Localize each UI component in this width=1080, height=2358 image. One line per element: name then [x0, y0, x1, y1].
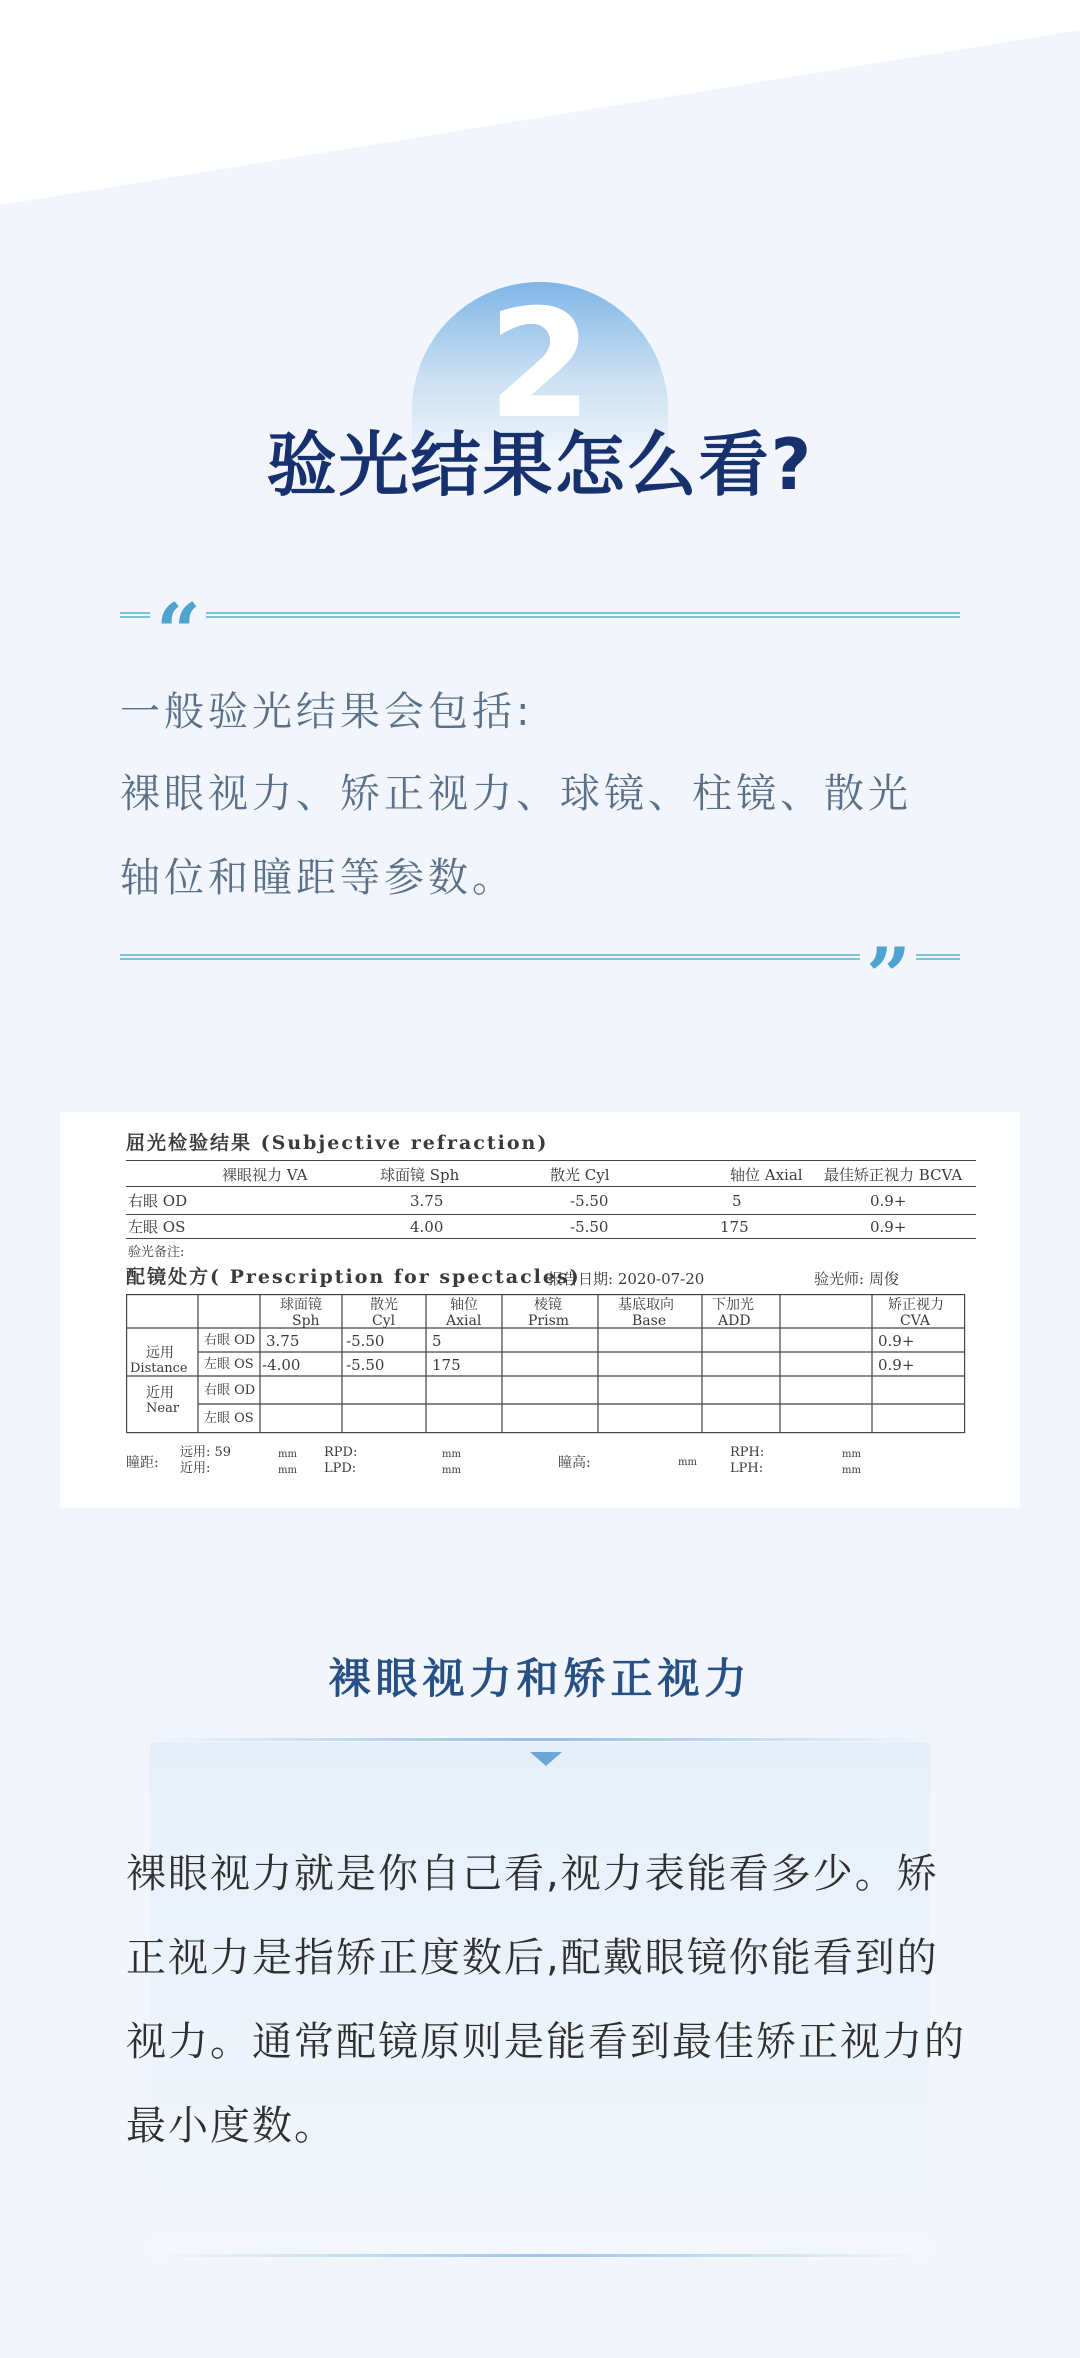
close-quote-icon: ” [866, 931, 911, 1022]
intro-line-3: 轴位和瞳距等参数。 [120, 855, 516, 901]
pupil-height-label: 瞳高: [558, 1455, 591, 1471]
explanation-card [150, 1742, 930, 2260]
quote-rule-top-left [120, 612, 150, 618]
rx-header-cyl-en: Cyl [372, 1313, 396, 1329]
refraction-row-od-eye: 右眼 OD [128, 1192, 188, 1210]
explanation-line-2: 正视力是指矫正度数后,配戴眼镜你能看到的 [126, 1935, 939, 1981]
rx-distance-os-sph: -4.00 [262, 1356, 301, 1374]
rx-header-base-en: Base [632, 1313, 667, 1329]
rx-distance-cn: 远用 [146, 1345, 174, 1361]
rx-distance-od-cyl: -5.50 [346, 1332, 385, 1350]
pd-unit-7: mm [842, 1465, 861, 1476]
explanation-line-1: 裸眼视力就是你自己看,视力表能看多少。矫 [126, 1851, 939, 1897]
pd-unit-5: mm [678, 1457, 697, 1468]
refraction-header-sph: 球面镜 Sph [380, 1166, 460, 1184]
prescription-title: 配镜处方( Prescription for spectacles) [126, 1266, 581, 1288]
refraction-row-od-cyl: -5.50 [570, 1192, 609, 1210]
rph-label: RPH: [730, 1445, 765, 1460]
refraction-row-os-bcva: 0.9+ [870, 1218, 907, 1236]
rx-header-sph-en: Sph [292, 1313, 320, 1329]
rx-distance-os-eye: 左眼 OS [204, 1357, 254, 1372]
refraction-note: 验光备注: [128, 1245, 185, 1260]
refraction-row-od-sph: 3.75 [410, 1192, 444, 1210]
subsection-divider [150, 1738, 930, 1741]
rx-near-cn: 近用 [146, 1385, 174, 1401]
refraction-header-bcva: 最佳矫正视力 BCVA [824, 1166, 963, 1184]
quote-rule-bottom [120, 954, 860, 960]
refraction-title: 屈光检验结果 (Subjective refraction) [126, 1132, 549, 1154]
refraction-row-od-bcva: 0.9+ [870, 1192, 907, 1210]
refraction-header-axial: 轴位 Axial [730, 1166, 803, 1184]
rx-distance-en: Distance [130, 1361, 188, 1376]
rx-distance-od-cva: 0.9+ [878, 1332, 915, 1350]
rx-header-add-en: ADD [718, 1313, 751, 1329]
pd-near: 近用: [180, 1461, 211, 1476]
rx-distance-od-axial: 5 [432, 1332, 442, 1350]
subsection-title: 裸眼视力和矫正视力 [328, 1654, 752, 1703]
pd-unit-3: mm [442, 1449, 461, 1460]
refraction-row-os-cyl: -5.50 [570, 1218, 609, 1236]
refraction-header-cyl: 散光 Cyl [550, 1166, 610, 1184]
rx-header-cva-cn: 矫正视力 [888, 1297, 944, 1313]
rx-header-cva-en: CVA [900, 1313, 930, 1329]
rx-distance-od-eye: 右眼 OD [204, 1333, 256, 1348]
refraction-row-os-eye: 左眼 OS [128, 1218, 186, 1236]
section-title: 验光结果怎么看? [266, 424, 814, 506]
chevron-down-icon [530, 1752, 562, 1766]
pd-unit-2: mm [278, 1465, 297, 1476]
rx-near-os-eye: 左眼 OS [204, 1411, 254, 1426]
prescription-optometrist: 验光师: 周俊 [814, 1270, 899, 1288]
pd-unit-1: mm [278, 1449, 297, 1460]
explanation-line-3: 视力。通常配镜原则是能看到最佳矫正视力的 [126, 2019, 966, 2065]
quote-rule-top [206, 612, 960, 618]
pd-far: 远用: 59 [180, 1445, 232, 1460]
card-bottom-rule [150, 2254, 930, 2257]
refraction-row-od-axial: 5 [732, 1192, 742, 1210]
intro-line-1: 一般验光结果会包括: [120, 689, 534, 735]
open-quote-icon: “ [156, 587, 201, 678]
top-decoration [0, 0, 1080, 220]
rx-distance-os-cyl: -5.50 [346, 1356, 385, 1374]
lpd-label: LPD: [324, 1461, 357, 1476]
explanation-line-4: 最小度数。 [126, 2103, 336, 2149]
refraction-row-os-axial: 175 [720, 1218, 749, 1236]
rx-near-en: Near [146, 1401, 180, 1416]
rx-header-cyl-cn: 散光 [370, 1297, 398, 1313]
rx-distance-os-axial: 175 [432, 1356, 461, 1374]
rx-header-base-cn: 基底取向 [618, 1297, 674, 1313]
rpd-label: RPD: [324, 1445, 358, 1460]
section-number: 2 [487, 278, 593, 452]
rx-near-od-eye: 右眼 OD [204, 1383, 256, 1398]
lph-label: LPH: [730, 1461, 764, 1476]
intro-line-2: 裸眼视力、矫正视力、球镜、柱镜、散光 [120, 771, 912, 817]
rx-header-prism-en: Prism [528, 1313, 570, 1329]
pd-label: 瞳距: [126, 1455, 159, 1471]
rx-header-axial-en: Axial [446, 1313, 482, 1329]
rx-header-sph-cn: 球面镜 [280, 1297, 322, 1313]
quote-rule-bottom-right [916, 954, 960, 960]
refraction-row-os-sph: 4.00 [410, 1218, 444, 1236]
pd-unit-6: mm [842, 1449, 861, 1460]
refraction-report-image [60, 1112, 1020, 1508]
prescription-date: 报告日期: 2020-07-20 [548, 1270, 705, 1288]
rx-distance-od-sph: 3.75 [266, 1332, 300, 1350]
rx-header-axial-cn: 轴位 [450, 1297, 478, 1313]
refraction-header-va: 裸眼视力 VA [222, 1166, 308, 1184]
rx-distance-os-cva: 0.9+ [878, 1356, 915, 1374]
rx-header-add-cn: 下加光 [712, 1297, 754, 1313]
rx-header-prism-cn: 棱镜 [534, 1297, 562, 1313]
pd-unit-4: mm [442, 1465, 461, 1476]
